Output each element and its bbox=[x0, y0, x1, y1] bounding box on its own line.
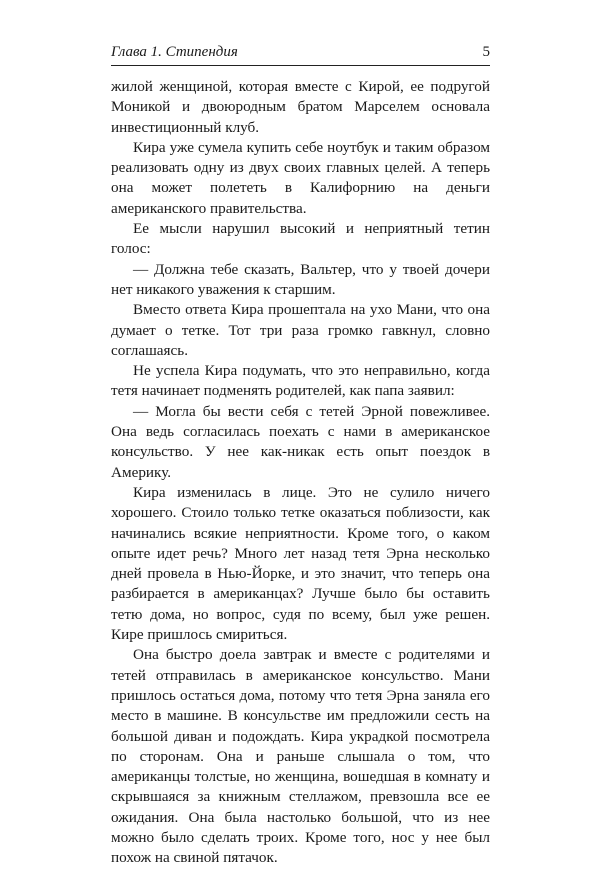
chapter-title: Глава 1. Стипендия bbox=[111, 44, 238, 60]
paragraph: жилой женщиной, которая вместе с Кирой, ее подругой Моникой и двоюродным братом Марселем основала инвестиционный клуб. bbox=[111, 78, 490, 136]
paragraph: Не успела Кира подумать, что это неправильно, когда тетя начинает подменять родителей, как папа заявил: bbox=[111, 362, 490, 400]
paragraph: Кира изменилась в лице. Это не сулило ничего хорошего. Стоило только тетке оказаться поблизости, как начинались всякие неприятности. Кроме того, о каком опыте идет речь? Много лет назад тетя Эрна несколько дней провела в Нью-Йорке, и это значит, что теперь она разбирается в американцах? Лучше было бы оставить тетю дома, но вопрос, судя по всему, был уже решен. Кире пришлось смириться. bbox=[111, 483, 490, 644]
book-page bbox=[111, 42, 490, 869]
paragraph: Кира уже сумела купить себе ноутбук и таким образом реализовать одну из двух своих главных целей. А теперь она может полететь в Калифорнию на деньги американского правительства. bbox=[111, 138, 490, 217]
paragraph: Она быстро доела завтрак и вместе с родителями и тетей отправилась в американское консульство. Мани пришлось остаться дома, потому что тетя Эрна заняла его место в машине. В консульстве им предложили сесть на большой диван и подождать. Кира украдкой посмотрела по сторонам. Она и раньше слышала о том, что американцы толстые, но женщина, вошедшая в комнату и скрывшаяся за книжным стеллажом, превзошла все ее ожидания. Она была настолько большой, что из нее можно было сделать троих. Кроме того, нос у нее был похож на свиной пятачок. bbox=[111, 646, 490, 867]
dialogue-paragraph: — Могла бы вести себя с тетей Эрной повежливее. Она ведь согласилась поехать с нами в американское консульство. У нее как-никак есть опыт поездок в Америку. bbox=[111, 402, 490, 481]
dialogue-paragraph: — Должна тебе сказать, Вальтер, что у твоей дочери нет никакого уважения к старшим. bbox=[111, 260, 490, 298]
running-header bbox=[111, 42, 490, 66]
page-number: 5 bbox=[482, 44, 490, 60]
paragraph: Ее мысли нарушил высокий и неприятный тетин голос: bbox=[111, 220, 490, 258]
paragraph: Вместо ответа Кира прошептала на ухо Мани, что она думает о тетке. Тот три раза громко гавкнул, словно соглашаясь. bbox=[111, 301, 490, 359]
